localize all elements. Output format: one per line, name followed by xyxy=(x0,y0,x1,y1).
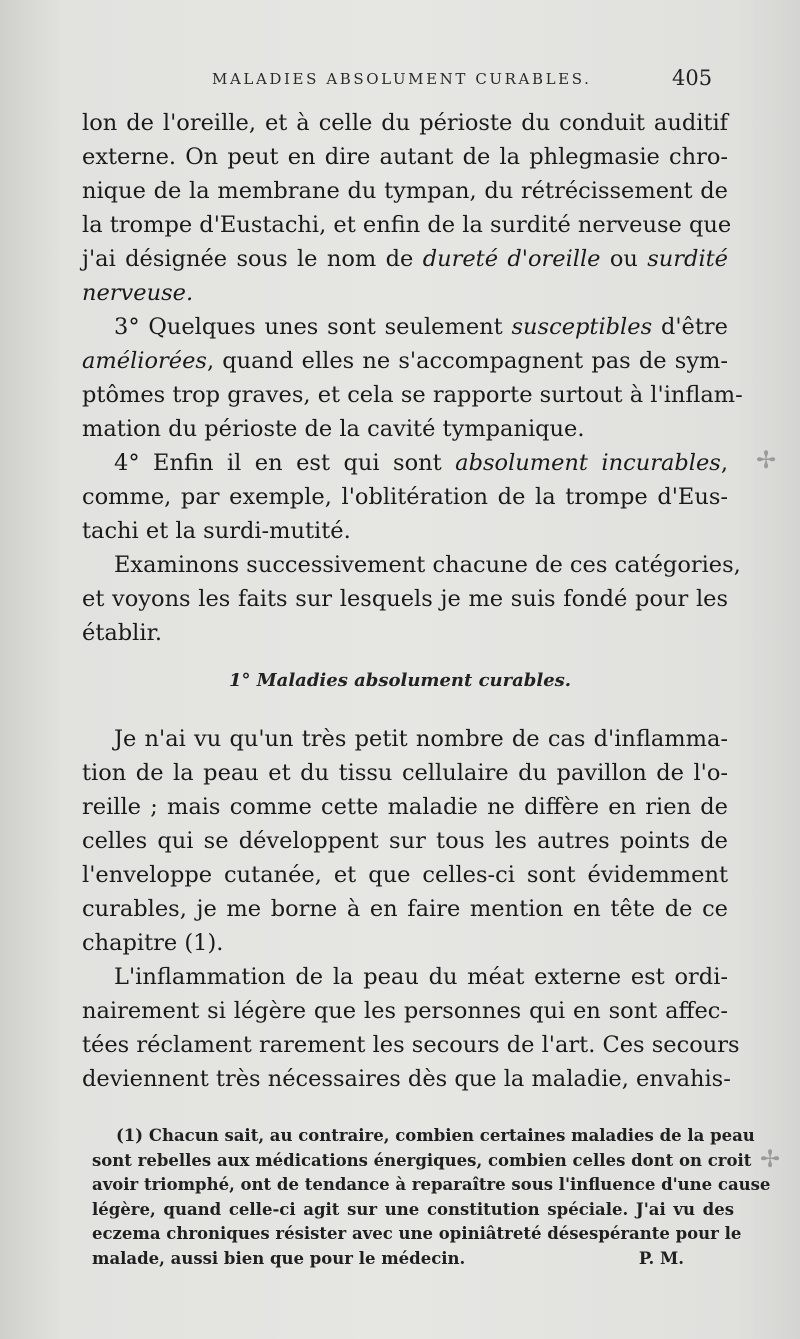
text-line xyxy=(82,242,728,276)
text-line xyxy=(82,276,728,310)
text-line: ptômes trop graves, et cela se rapporte surtout à l'inflam- xyxy=(82,382,743,408)
text-line: tion de la peau et du tissu cellulaire du pavillon de l'o- xyxy=(82,760,728,786)
footnote-line: (1) Chacun sait, au contraire, combien certaines maladies de la peau xyxy=(116,1126,755,1145)
text-line xyxy=(82,446,728,480)
text-line: Je n'ai vu qu'un très petit nombre de cas d'inflamma- xyxy=(114,726,728,752)
text-line: curables, je me borne à en faire mention en tête de ce xyxy=(82,896,728,922)
italic-term: surdité xyxy=(647,246,728,272)
footnote-line: avoir triomphé, ont de tendance à reparaître sous l'influence d'une cause xyxy=(92,1175,771,1194)
footnote-text: malade, aussi bien que pour le médecin. xyxy=(92,1248,466,1268)
text-line: comme, par exemple, l'oblitération de la trompe d'Eus- xyxy=(82,484,728,510)
text-segment: 4° Enfin il en est qui sont xyxy=(114,450,456,476)
page-header xyxy=(0,66,800,100)
footnote-line: sont rebelles aux médications énergiques, combien celles dont on croit xyxy=(92,1150,752,1170)
section-heading: 1° Maladies absolument curables. xyxy=(228,670,572,691)
footnote xyxy=(92,1124,771,1271)
main-text-upper xyxy=(82,106,743,650)
italic-term: susceptibles xyxy=(511,314,653,340)
italic-term: absolument incurables xyxy=(455,450,721,476)
italic-term: nerveuse. xyxy=(82,280,194,306)
margin-mark-icon: ✢ xyxy=(760,1145,781,1173)
text-line: l'enveloppe cutanée, et que celles-ci sont évidemment xyxy=(82,862,728,888)
footnote-signature: P. M. xyxy=(638,1248,684,1268)
text-line: tachi et la surdi-mutité. xyxy=(82,518,351,544)
text-line: celles qui se développent sur tous les autres points de xyxy=(82,828,728,854)
italic-term: améliorées xyxy=(82,348,207,374)
text-line: nique de la membrane du tympan, du rétrécissement de xyxy=(82,178,728,204)
text-segment: j'ai désignée sous le nom de xyxy=(82,246,423,272)
text-segment: d'être xyxy=(652,314,728,340)
text-line xyxy=(82,344,728,378)
footnote-line: eczema chroniques résister avec une opiniâtreté désespérante pour le xyxy=(92,1224,742,1243)
text-line: tées réclament rarement les secours de l'art. Ces secours xyxy=(82,1032,740,1058)
text-line: externe. On peut en dire autant de la phlegmasie chro- xyxy=(82,144,728,170)
text-line: Examinons successivement chacune de ces catégories, xyxy=(114,552,741,578)
text-line: et voyons les faits sur lesquels je me suis fondé pour les xyxy=(82,586,728,612)
footnote-line: légère, quand celle-ci agit sur une constitution spéciale. J'ai vu des xyxy=(92,1199,734,1219)
text-line: mation du périoste de la cavité tympanique. xyxy=(82,416,585,442)
text-line: la trompe d'Eustachi, et enfin de la surdité nerveuse que xyxy=(82,212,732,238)
footnote-line xyxy=(92,1247,734,1272)
text-line: chapitre (1). xyxy=(82,930,224,956)
text-segment: 3° Quelques unes sont seulement xyxy=(114,314,512,340)
margin-mark-icon: ✢ xyxy=(756,446,777,474)
text-line: reille ; mais comme cette maladie ne diffère en rien de xyxy=(82,794,728,820)
text-line: deviennent très nécessaires dès que la maladie, envahis- xyxy=(82,1066,731,1092)
text-line: nairement si légère que les personnes qui en sont affec- xyxy=(82,998,728,1024)
text-line xyxy=(82,310,728,344)
text-segment: ou xyxy=(600,246,648,272)
running-head: MALADIES ABSOLUMENT CURABLES. xyxy=(212,70,592,88)
italic-term: dureté d'oreille xyxy=(422,246,601,272)
text-segment: , quand elles ne s'accompagnent pas de sym- xyxy=(206,348,728,374)
text-line: établir. xyxy=(82,620,163,646)
main-text-lower xyxy=(82,722,740,1096)
text-segment: , xyxy=(720,450,728,476)
text-line: L'inflammation de la peau du méat externe est ordi- xyxy=(114,964,728,990)
page-number: 405 xyxy=(672,66,713,90)
text-line: lon de l'oreille, et à celle du périoste du conduit auditif xyxy=(82,110,728,136)
